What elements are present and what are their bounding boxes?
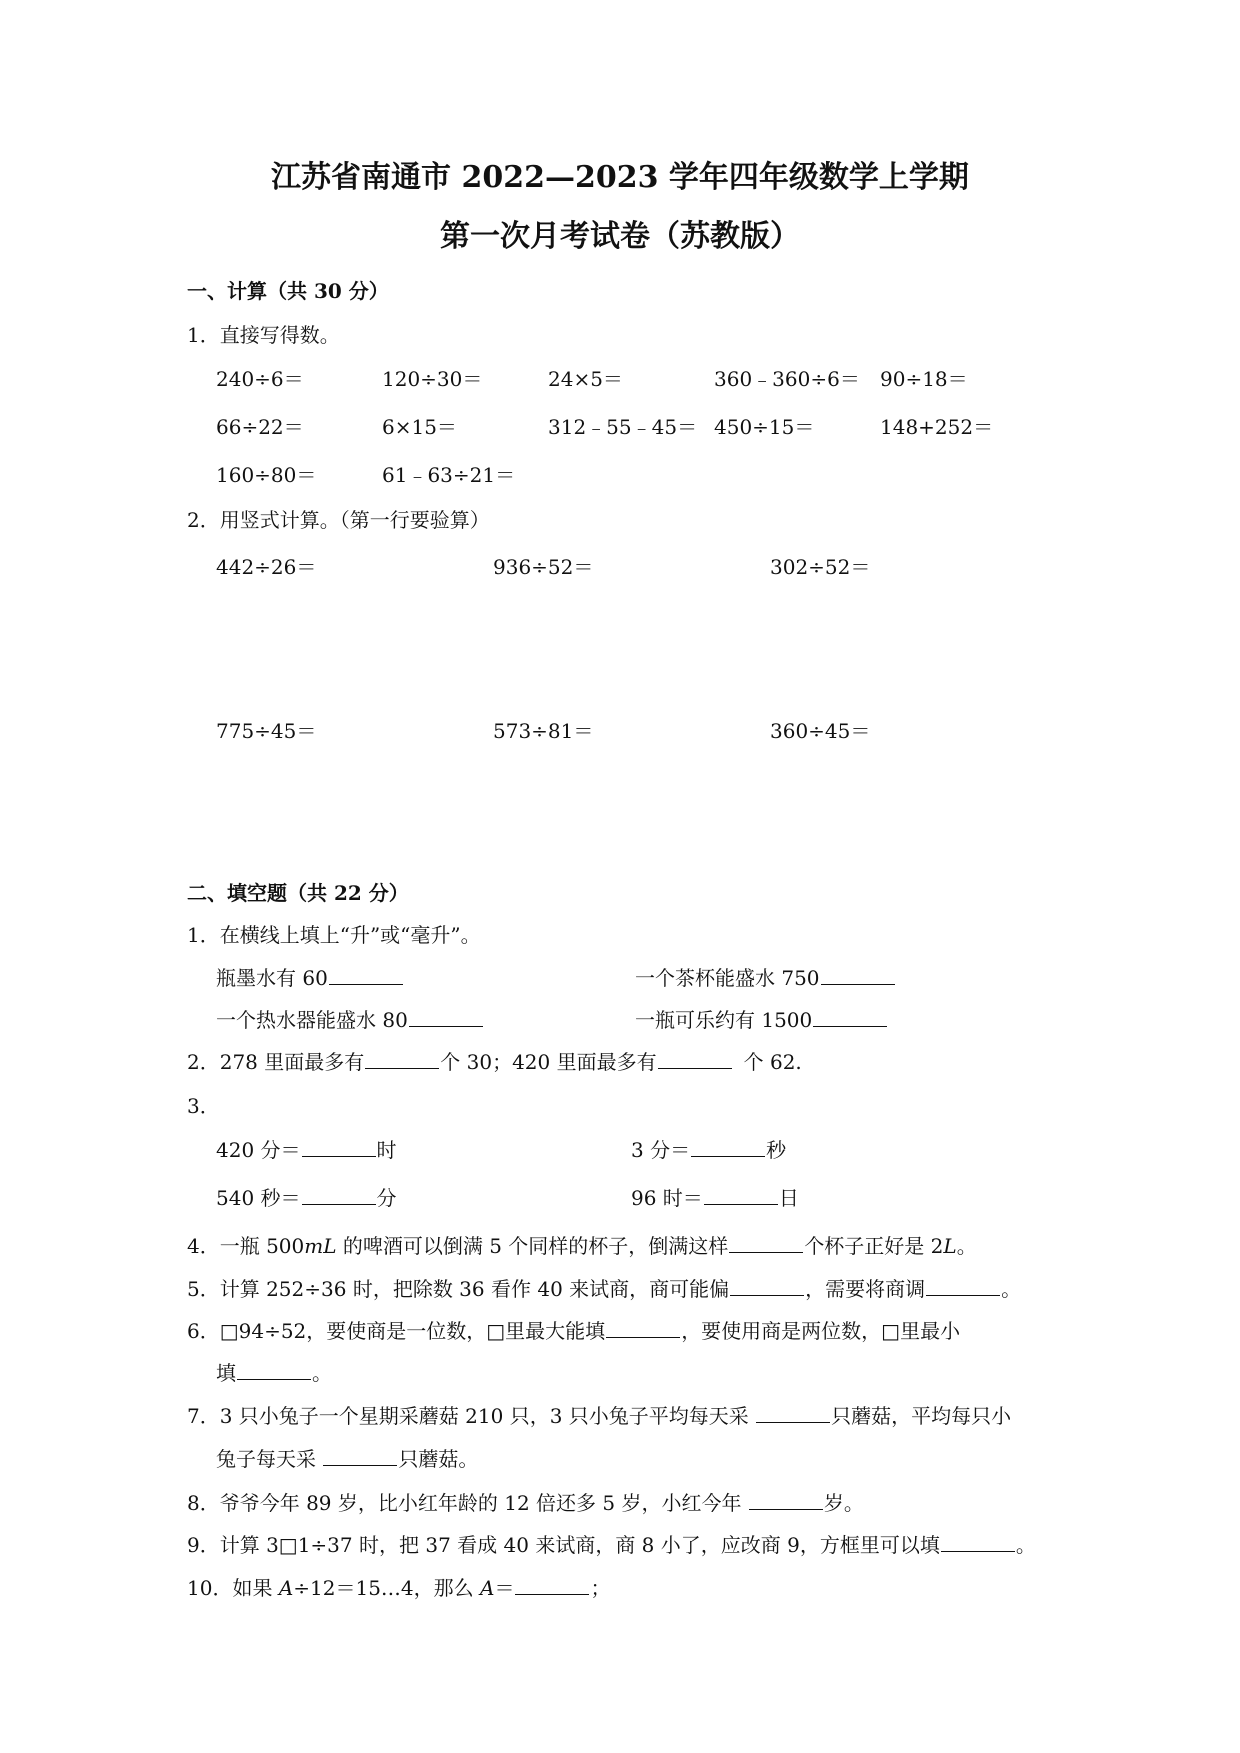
s2-q1-label: 1．在横线上填上“升”或“毫升”。 [187, 923, 481, 947]
answer-blank[interactable] [691, 1138, 765, 1157]
answer-blank[interactable] [606, 1319, 680, 1338]
s2-q3-label: 3． [187, 1094, 220, 1118]
answer-blank[interactable] [941, 1533, 1015, 1552]
answer-blank[interactable] [813, 1008, 887, 1027]
s2-q1-item-b: 一个茶杯能盛水 750 [635, 962, 896, 991]
answer-blank[interactable] [658, 1050, 732, 1069]
answer-blank[interactable] [730, 1277, 804, 1296]
oral-item: 61﹣63÷21＝ [382, 463, 516, 487]
oral-item: 360﹣360÷6＝ [714, 367, 860, 391]
vertical-item: 775÷45＝ [216, 719, 317, 743]
s2-q10: 10．如果 A÷12＝15…4，那么 A＝ ； [187, 1576, 611, 1600]
section1-heading: 一、计算（共 30 分） [187, 279, 389, 303]
vertical-item: 936÷52＝ [493, 555, 594, 579]
answer-blank[interactable] [749, 1491, 823, 1510]
answer-blank[interactable] [302, 1186, 376, 1205]
vertical-item: 302÷52＝ [770, 555, 871, 579]
oral-item: 66÷22＝ [216, 415, 304, 439]
answer-blank[interactable] [329, 966, 403, 985]
answer-blank[interactable] [237, 1361, 311, 1380]
oral-item: 24×5＝ [548, 367, 623, 391]
s1-q2-label: 2．用竖式计算。（第一行要验算） [187, 508, 490, 532]
answer-blank[interactable] [926, 1277, 1000, 1296]
answer-blank[interactable] [756, 1404, 830, 1423]
s2-q9: 9．计算 3□1÷37 时，把 37 看成 40 来试商，商 8 小了，应改商 9，方框里可以填 。 [187, 1533, 1036, 1557]
answer-blank[interactable] [515, 1576, 589, 1595]
page-title-line1: 江苏省南通市 2022—2023 学年四年级数学上学期 [271, 160, 969, 195]
oral-item: 312﹣55﹣45＝ [548, 415, 698, 439]
answer-blank[interactable] [821, 966, 895, 985]
answer-blank[interactable] [409, 1008, 483, 1027]
s2-q7-line2: 兔子每天采 只蘑菇。 [216, 1447, 479, 1471]
s1-q1-label: 1．直接写得数。 [187, 323, 340, 347]
s2-q1-item-c: 一个热水器能盛水 80 [216, 1004, 484, 1033]
s2-q7-line1: 7．3 只小兔子一个星期采蘑菇 210 只，3 只小兔子平均每天采 只蘑菇，平均每只小 [187, 1404, 1012, 1428]
s2-q2: 2．278 里面最多有 个 30；420 里面最多有 个 62. [187, 1050, 802, 1074]
oral-item: 160÷80＝ [216, 463, 317, 487]
s2-q1-item-d: 一瓶可乐约有 1500 [635, 1004, 888, 1033]
s2-q5: 5．计算 252÷36 时，把除数 36 看作 40 来试商，商可能偏 ，需要将商调 。 [187, 1277, 1022, 1301]
answer-blank[interactable] [729, 1234, 803, 1253]
page-title-line2: 第一次月考试卷（苏教版） [440, 219, 800, 254]
answer-blank[interactable] [302, 1138, 376, 1157]
vertical-item: 573÷81＝ [493, 719, 594, 743]
s2-q3-item-d: 96 时＝ 日 [631, 1186, 799, 1210]
oral-item: 148+252＝ [880, 415, 994, 439]
s2-q1-item-a: 瓶墨水有 60 [216, 962, 404, 991]
oral-item: 90÷18＝ [880, 367, 968, 391]
oral-item: 450÷15＝ [714, 415, 815, 439]
vertical-item: 442÷26＝ [216, 555, 317, 579]
answer-blank[interactable] [323, 1447, 397, 1466]
section2-heading: 二、填空题（共 22 分） [187, 881, 409, 905]
s2-q3-item-b: 3 分＝ 秒 [631, 1138, 787, 1162]
s2-q6-line2: 填 。 [216, 1361, 332, 1385]
s2-q3-item-c: 540 秒＝ 分 [216, 1186, 397, 1210]
answer-blank[interactable] [704, 1186, 778, 1205]
vertical-item: 360÷45＝ [770, 719, 871, 743]
answer-blank[interactable] [365, 1050, 439, 1069]
oral-item: 6×15＝ [382, 415, 457, 439]
oral-item: 120÷30＝ [382, 367, 483, 391]
oral-item: 240÷6＝ [216, 367, 304, 391]
s2-q3-item-a: 420 分＝ 时 [216, 1138, 397, 1162]
s2-q6-line1: 6．□94÷52，要使商是一位数，□里最大能填 ，要使用商是两位数，□里最小 [187, 1319, 961, 1343]
s2-q4: 4．一瓶 500mL 的啤酒可以倒满 5 个同样的杯子，倒满这样 个杯子正好是 2L。 [187, 1234, 977, 1258]
s2-q8: 8．爷爷今年 89 岁，比小红年龄的 12 倍还多 5 岁，小红今年 岁。 [187, 1491, 864, 1515]
